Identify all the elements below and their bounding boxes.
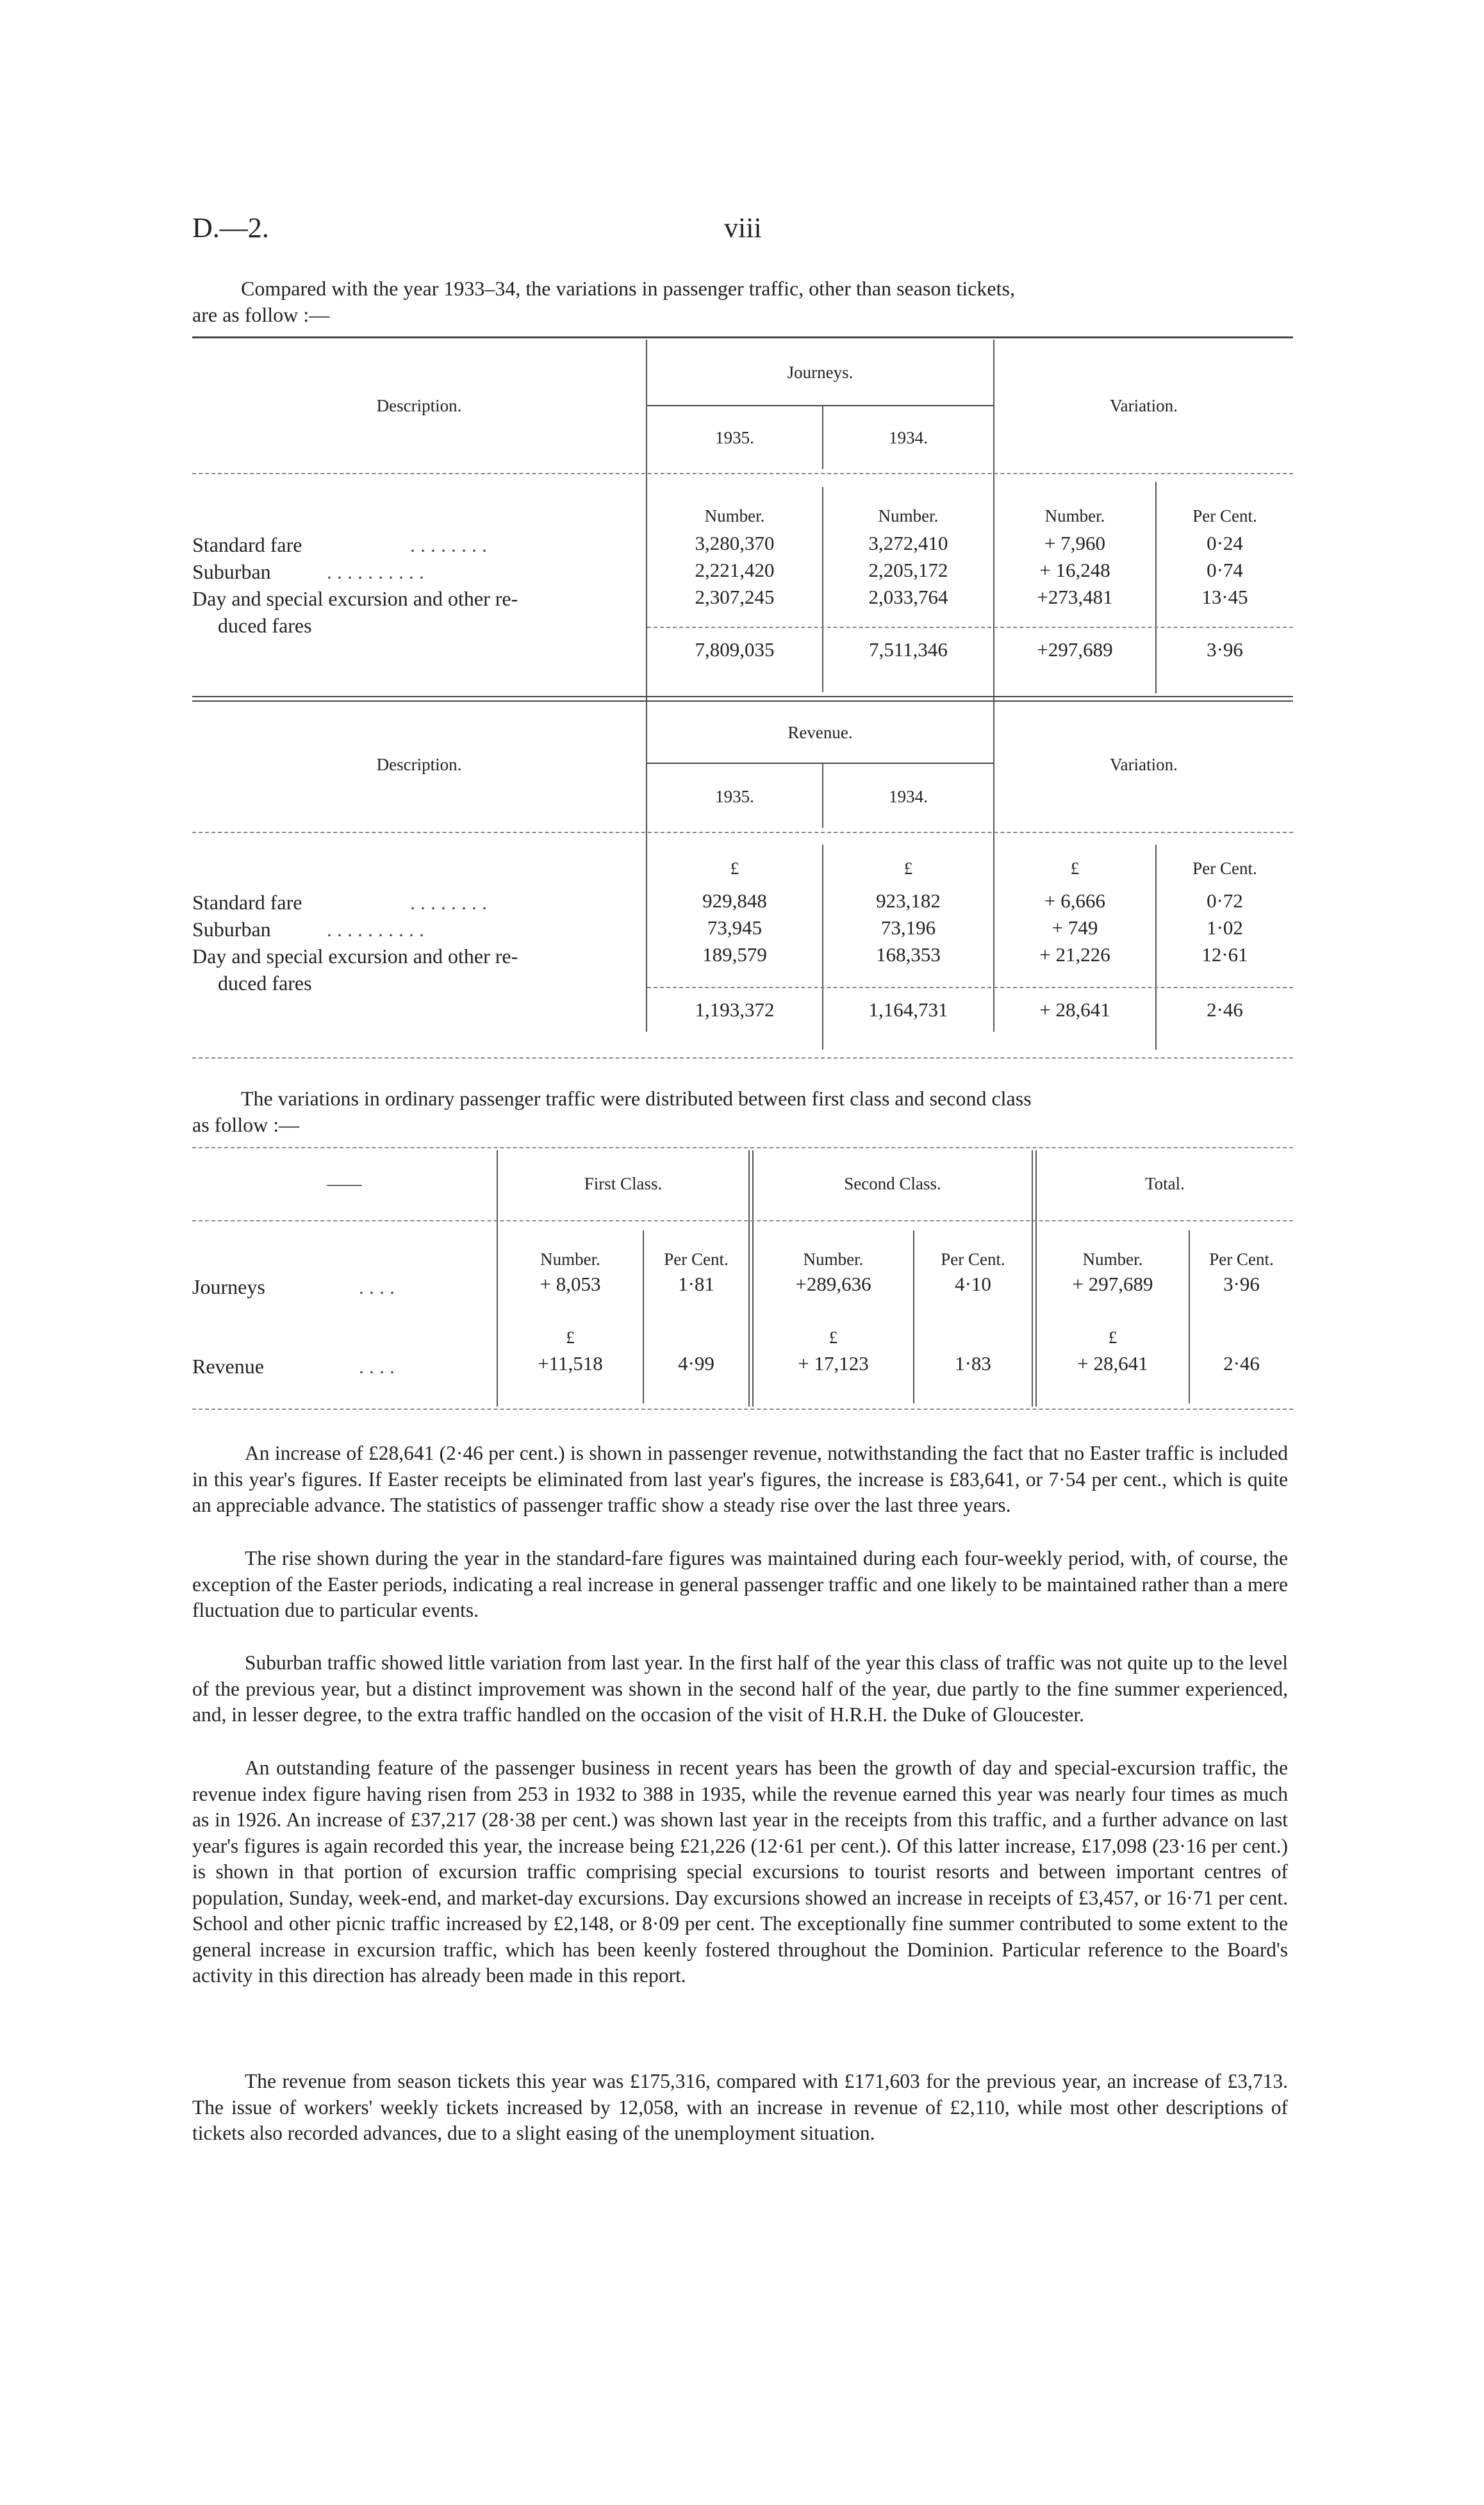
document-reference: D.—2.	[192, 212, 269, 244]
row-label-excursion-cont: duced fares	[218, 971, 312, 995]
year-1934-header: 1934.	[889, 787, 928, 806]
unit-label: £	[566, 1328, 575, 1347]
value-cell: 923,182	[876, 889, 941, 912]
row-label-suburban: Suburban	[192, 918, 271, 941]
total-cell: 7,809,035	[695, 638, 775, 661]
value-cell: + 7,960	[1044, 532, 1105, 554]
intro2-line-2: as follow :—	[192, 1113, 300, 1136]
subheader-per-cent: Per Cent.	[664, 1250, 729, 1269]
unit-label: £	[829, 1328, 838, 1347]
header-subrule	[647, 405, 993, 406]
table-bottom-rule	[192, 1409, 1293, 1410]
total-cell: 1,164,731	[868, 998, 948, 1021]
variation-header: Variation.	[1110, 396, 1178, 415]
total-cell: 3·96	[1207, 638, 1243, 661]
paragraph-passenger-revenue: An increase of £28,641 (2·46 per cent.) is shown in passenger revenue, notwithstanding the fact that no Easter traffic is included in this year's figures. If Easter receipts be eliminated from last year's figures, the increase is £83,641, or 7·54 per cent., which is quite an appreciable advance. The statistics of passenger traffic show a steady rise over the last three years.	[192, 1442, 1288, 1516]
value-cell: 2,307,245	[695, 586, 775, 608]
subtotal-rule	[647, 987, 1293, 988]
year-1935-header: 1935.	[715, 428, 754, 447]
value-cell: 4·99	[678, 1352, 714, 1375]
row-label-standard-fare: Standard fare	[192, 891, 302, 914]
value-cell: + 6,666	[1044, 889, 1105, 912]
value-cell: +11,518	[538, 1352, 603, 1375]
row-label-excursion: Day and special excursion and other re-	[192, 587, 518, 610]
value-cell: 1·83	[955, 1352, 991, 1375]
paragraph-season-tickets: The revenue from season tickets this year was £175,316, compared with £171,603 for the previous year, an increase of £3,713. The issue of workers' weekly tickets increased by 12,058, with an increase in revenue of £2,110, while most other descriptions of tickets also recorded advances, due to a slight easing of the unemployment situation.	[192, 2070, 1288, 2144]
page-number: viii	[724, 212, 762, 244]
row-label-standard-fare: Standard fare	[192, 533, 302, 556]
value-cell: + 749	[1051, 916, 1098, 939]
value-cell: 929,848	[702, 889, 767, 912]
value-cell: 0·74	[1207, 559, 1243, 581]
leader-dots: . . . . . . . .	[410, 533, 487, 556]
unit-label: Number.	[704, 506, 765, 525]
year-1934-header: 1934.	[889, 428, 928, 447]
table-rule	[192, 700, 1293, 702]
leader-dots: . . . .	[359, 1275, 395, 1298]
table-rule	[192, 696, 1293, 697]
unit-label: Number.	[878, 506, 939, 525]
unit-label: £	[903, 859, 913, 878]
total-cell: + 28,641	[1039, 998, 1110, 1021]
row-label-excursion: Day and special excursion and other re-	[192, 945, 518, 968]
header-rule	[192, 832, 1293, 833]
paragraph-suburban: Suburban traffic showed little variation from last year. In the first half of the year this class of traffic was not quite up to the level of the previous year, but a distinct improvement was shown in the second half of the year, due partly to the fine summer experienced, and, in lesser degree, to the extra traffic handled on the occasion of the visit of H.R.H. the Duke of Gloucester.	[192, 1651, 1288, 1726]
value-cell: 189,579	[702, 943, 767, 966]
value-cell: + 17,123	[798, 1352, 869, 1375]
variation-header: Variation.	[1110, 755, 1178, 774]
value-cell: 168,353	[876, 943, 941, 966]
description-header: Description.	[376, 755, 462, 774]
paragraph-excursion: An outstanding feature of the passenger business in recent years has been the growth of day and special-excursion traffic, the revenue index figure having risen from 253 in 1932 to 388 in 1935, while the revenue earned this year was nearly four times as much as in 1926. An increase of £37,217 (28·38 per cent.) was shown last year in the receipts from this traffic, and a further advance on last year's figures is again recorded this year, the increase being £21,226 (12·61 per cent.). Of this latter increase, £17,098 (23·16 per cent.) is shown in that portion of excursion traffic comprising special excursions to tourist resorts and between important centres of population, Sunday, week-end, and market-day excursions. Day excursions showed an increase in receipts of £3,457, or 16·71 per cent. School and other picnic traffic increased by £2,148, or 8·09 per cent. The exceptionally fine summer contributed to some extent to the general increase in excursion traffic, which has been keenly fostered throughout the Dominion. Particular reference to the Board's activity in this direction has already been made in this report.	[192, 1757, 1288, 1987]
value-cell: + 16,248	[1039, 559, 1110, 581]
unit-label: Per Cent.	[1192, 859, 1257, 878]
value-cell: + 8,053	[540, 1273, 601, 1295]
header-rule	[192, 1220, 1293, 1221]
leader-dots: . . . . . . . . . .	[327, 560, 424, 583]
subheader-per-cent: Per Cent.	[941, 1250, 1005, 1269]
value-cell: 1·02	[1207, 916, 1243, 939]
unit-label: £	[730, 859, 739, 878]
total-cell: 7,511,346	[869, 638, 948, 661]
value-cell: 2,033,764	[868, 586, 948, 608]
row-label-suburban: Suburban	[192, 560, 271, 583]
subheader-number: Number.	[1082, 1250, 1143, 1269]
header-rule	[192, 473, 1293, 474]
subheader-number: Number.	[803, 1250, 864, 1269]
total-cell: 2·46	[1207, 998, 1243, 1021]
total-header: Total.	[1145, 1174, 1185, 1193]
value-cell: 73,196	[880, 916, 936, 939]
value-cell: 0·24	[1207, 532, 1243, 554]
value-cell: + 21,226	[1039, 943, 1110, 966]
intro2-line-1: The variations in ordinary passenger traffic were distributed between first class and second class	[241, 1087, 1032, 1110]
leader-dots: . . . . . . . .	[410, 891, 487, 914]
journeys-header: Journeys.	[787, 363, 853, 382]
subheader-per-cent: Per Cent.	[1209, 1250, 1274, 1269]
dash-header: ——	[327, 1174, 362, 1193]
leader-dots: . . . .	[359, 1355, 395, 1378]
second-class-header: Second Class.	[844, 1174, 941, 1193]
value-cell: 3,272,410	[868, 532, 948, 554]
table-top-rule	[192, 1147, 1293, 1148]
paragraph-standard-fare: The rise shown during the year in the standard-fare figures was maintained during each four-weekly period, with, of course, the exception of the Easter periods, indicating a real increase in general passenger traffic and one likely to be maintained rather than a mere fluctuation due to particular events.	[192, 1547, 1288, 1621]
value-cell: 2·46	[1223, 1352, 1260, 1375]
table-bottom-rule	[192, 1057, 1293, 1059]
unit-label: Per Cent.	[1192, 506, 1257, 525]
value-cell: 12·61	[1201, 943, 1248, 966]
value-cell: + 28,641	[1077, 1352, 1148, 1375]
unit-label: Number.	[1044, 506, 1105, 525]
value-cell: 1·81	[678, 1273, 714, 1295]
intro-line-2: are as follow :—	[192, 303, 330, 326]
value-cell: +289,636	[795, 1273, 871, 1295]
description-header: Description.	[376, 396, 462, 415]
intro-line-1: Compared with the year 1933–34, the variations in passenger traffic, other than season tickets,	[241, 277, 1015, 300]
year-1935-header: 1935.	[715, 787, 754, 806]
leader-dots: . . . . . . . . . .	[327, 918, 424, 941]
row-label-excursion-cont: duced fares	[218, 614, 312, 637]
value-cell: 3·96	[1223, 1273, 1260, 1295]
row-label-revenue: Revenue	[192, 1355, 264, 1378]
table-top-rule	[192, 336, 1293, 338]
value-cell: 13·45	[1201, 586, 1248, 608]
value-cell: 2,205,172	[868, 559, 948, 581]
column-divider	[1032, 1150, 1033, 1407]
total-cell: 1,193,372	[695, 998, 775, 1021]
value-cell: 73,945	[707, 916, 763, 939]
header-subrule	[647, 763, 993, 764]
value-cell: 0·72	[1207, 889, 1243, 912]
value-cell: +273,481	[1037, 586, 1113, 608]
column-divider	[748, 1150, 750, 1407]
subtotal-rule	[647, 627, 1293, 628]
value-cell: 2,221,420	[695, 559, 775, 581]
value-cell: 4·10	[955, 1273, 991, 1295]
first-class-header: First Class.	[584, 1174, 663, 1193]
total-cell: +297,689	[1037, 638, 1113, 661]
row-label-journeys: Journeys	[192, 1275, 265, 1298]
value-cell: 3,280,370	[695, 532, 775, 554]
unit-label: £	[1070, 859, 1080, 878]
value-cell: + 297,689	[1072, 1273, 1153, 1295]
unit-label: £	[1108, 1328, 1117, 1347]
subheader-number: Number.	[540, 1250, 600, 1269]
revenue-header: Revenue.	[787, 723, 853, 742]
